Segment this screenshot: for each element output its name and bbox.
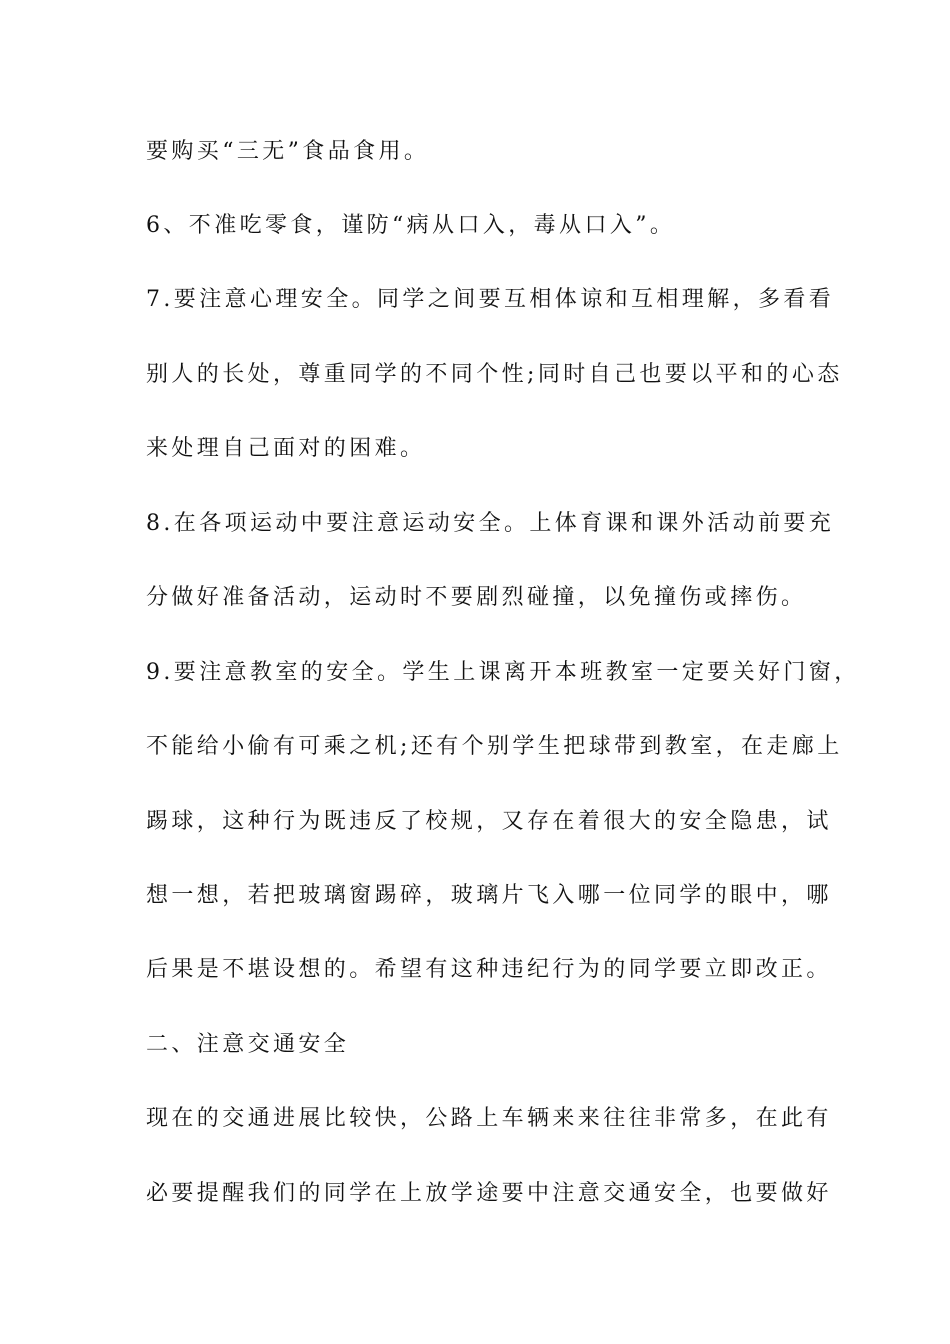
text-line: 现在的交通进展比较快，公路上车辆来来往往非常多，在此有 [146, 1106, 832, 1131]
text-line: 不能给小偷有可乘之机;还有个别学生把球带到教室，在走廊上 [146, 734, 843, 759]
text-line: 踢球，这种行为既违反了校规，又存在着很大的安全隐患，试 [146, 809, 832, 834]
text-line: 8.在各项运动中要注意运动安全。上体育课和课外活动前要充 [146, 511, 835, 536]
text-line: 要购买“三无”食品食用。 [146, 139, 430, 164]
text-line: 别人的长处，尊重同学的不同个性;同时自己也要以平和的心态 [146, 362, 843, 387]
text-line: 想一想，若把玻璃窗踢碎，玻璃片飞入哪一位同学的眼中，哪 [146, 883, 832, 908]
text-line: 9.要注意教室的安全。学生上课离开本班教室一定要关好门窗， [146, 660, 860, 685]
text-line: 来处理自己面对的困难。 [146, 436, 426, 461]
text-line: 后果是不堪设想的。希望有这种违纪行为的同学要立即改正。 [146, 957, 832, 982]
section-heading: 二、注意交通安全 [146, 1032, 350, 1057]
text-line: 分做好准备活动，运动时不要剧烈碰撞，以免撞伤或摔伤。 [146, 585, 807, 610]
text-line: 7.要注意心理安全。同学之间要互相体谅和互相理解，多看看 [146, 287, 835, 312]
text-line: 必要提醒我们的同学在上放学途要中注意交通安全，也要做好 [146, 1181, 832, 1206]
text-line: 6、不准吃零食，谨防“病从口入，毒从口入”。 [146, 213, 676, 238]
